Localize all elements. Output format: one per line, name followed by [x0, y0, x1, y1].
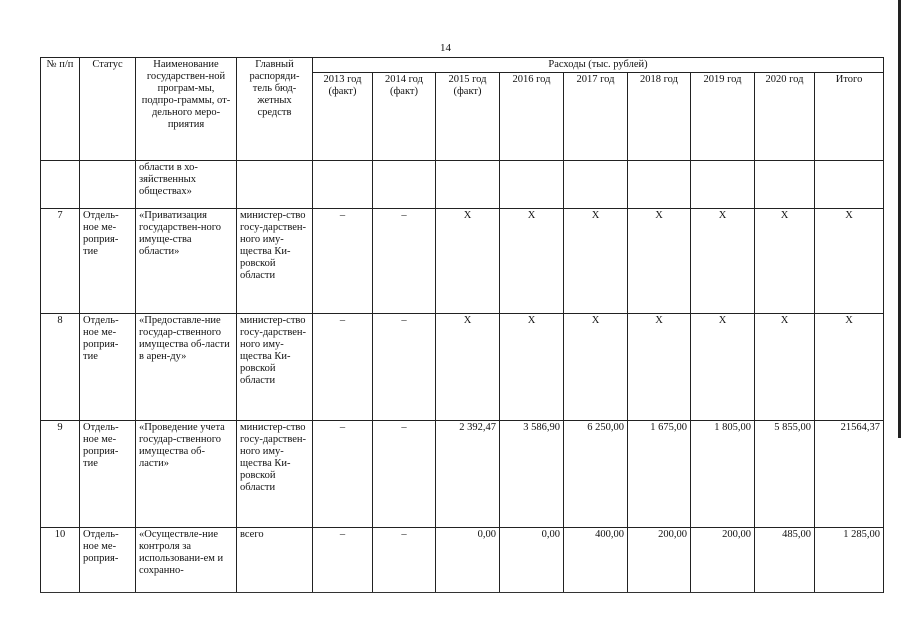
row-value: [815, 161, 884, 209]
row-status: Отдель-ное ме-роприя-тие: [80, 421, 136, 528]
header-year: 2016 год: [500, 73, 564, 161]
row-value: Х: [500, 209, 564, 314]
row-value: 0,00: [500, 528, 564, 593]
header-expenses: Расходы (тыс. рублей): [313, 58, 884, 73]
row-value: Х: [500, 314, 564, 421]
header-year: 2019 год: [691, 73, 755, 161]
header-year: 2018 год: [628, 73, 691, 161]
row-value: [500, 161, 564, 209]
scan-edge-bar: [898, 0, 901, 438]
row-value: [628, 161, 691, 209]
row-value: Х: [815, 209, 884, 314]
row-value: 3 586,90: [500, 421, 564, 528]
row-value: [755, 161, 815, 209]
table-row: [41, 161, 884, 209]
table-row: [41, 209, 884, 314]
row-value: Х: [691, 209, 755, 314]
row-status: Отдель-ное ме-роприя-тие: [80, 314, 136, 421]
row-value: –: [373, 314, 436, 421]
row-value: –: [373, 209, 436, 314]
row-value: 200,00: [691, 528, 755, 593]
row-value: 5 855,00: [755, 421, 815, 528]
header-year: 2015 год (факт): [436, 73, 500, 161]
row-value: –: [313, 209, 373, 314]
row-value: [313, 161, 373, 209]
row-value: –: [373, 528, 436, 593]
row-name: области в хо-зяйственных обществах»: [136, 161, 237, 209]
row-status: Отдель-ное ме-роприя-: [80, 528, 136, 593]
row-name: «Приватизация государствен-ного имуще-ства области»: [136, 209, 237, 314]
row-value: [373, 161, 436, 209]
header-year: 2013 год (факт): [313, 73, 373, 161]
table-row: [41, 528, 884, 593]
row-num: [41, 161, 80, 209]
header-name: Наименование государствен-ной програм-мы, подпро-граммы, от-дельного меро-приятия: [136, 58, 237, 161]
header-status: Статус: [80, 58, 136, 161]
row-value: Х: [755, 314, 815, 421]
row-value: Х: [691, 314, 755, 421]
row-value: –: [373, 421, 436, 528]
page-bottom-line: [40, 592, 883, 593]
budget-table: [40, 57, 884, 593]
row-manager: министер-ство госу-дарствен-ного иму-щества Ки-ровской области: [237, 209, 313, 314]
row-num: 10: [41, 528, 80, 593]
page-number: 14: [440, 42, 451, 54]
row-num: 8: [41, 314, 80, 421]
row-manager: [237, 161, 313, 209]
row-value: 2 392,47: [436, 421, 500, 528]
header-manager: Главный распоряди-тель бюд-жетных средств: [237, 58, 313, 161]
row-value: [436, 161, 500, 209]
row-status: [80, 161, 136, 209]
row-value: 21564,37: [815, 421, 884, 528]
header-year: Итого: [815, 73, 884, 161]
row-value: –: [313, 528, 373, 593]
row-value: 0,00: [436, 528, 500, 593]
row-name: «Осуществле-ние контроля за использовани-ем и сохранно-: [136, 528, 237, 593]
row-value: Х: [815, 314, 884, 421]
row-value: Х: [436, 314, 500, 421]
row-value: 400,00: [564, 528, 628, 593]
row-num: 7: [41, 209, 80, 314]
row-value: 1 675,00: [628, 421, 691, 528]
row-value: Х: [628, 209, 691, 314]
row-name: «Предоставле-ние государ-ственного имущества об-ласти в арен-ду»: [136, 314, 237, 421]
row-value: 1 805,00: [691, 421, 755, 528]
row-status: Отдель-ное ме-роприя-тие: [80, 209, 136, 314]
row-manager: всего: [237, 528, 313, 593]
row-num: 9: [41, 421, 80, 528]
row-value: 1 285,00: [815, 528, 884, 593]
table-row: [41, 421, 884, 528]
row-value: Х: [755, 209, 815, 314]
row-value: [691, 161, 755, 209]
row-value: –: [313, 421, 373, 528]
row-value: –: [313, 314, 373, 421]
header-year: 2017 год: [564, 73, 628, 161]
table-row: [41, 314, 884, 421]
header-year: 2014 год (факт): [373, 73, 436, 161]
row-value: Х: [436, 209, 500, 314]
row-manager: министер-ство госу-дарствен-ного иму-щества Ки-ровской области: [237, 421, 313, 528]
header-year: 2020 год: [755, 73, 815, 161]
row-name: «Проведение учета государ-ственного имущества об-ласти»: [136, 421, 237, 528]
row-value: [564, 161, 628, 209]
row-value: Х: [564, 209, 628, 314]
row-value: 485,00: [755, 528, 815, 593]
row-value: 200,00: [628, 528, 691, 593]
row-value: Х: [564, 314, 628, 421]
row-value: 6 250,00: [564, 421, 628, 528]
header-num: № п/п: [41, 58, 80, 161]
row-value: Х: [628, 314, 691, 421]
row-manager: министер-ство госу-дарствен-ного иму-щества Ки-ровской области: [237, 314, 313, 421]
